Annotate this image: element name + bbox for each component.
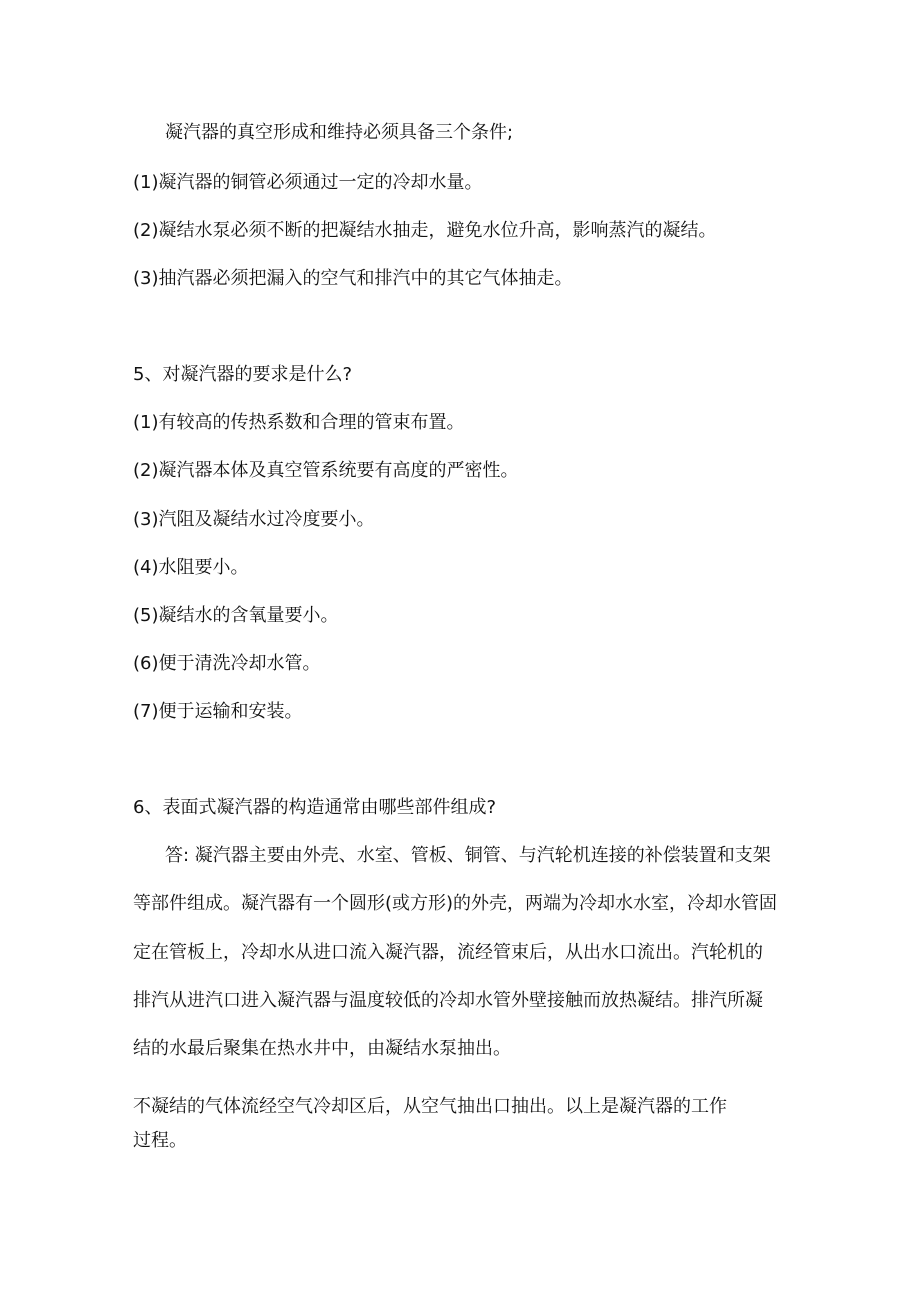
answer-line-4: 排汽从进汽口进入凝汽器与温度较低的冷却水管外壁接触而放热凝结。排汽所凝 (133, 990, 763, 1011)
question-5-item-6: (6)便于清洗冷却水管。 (133, 653, 321, 674)
question-5-item-5: (5)凝结水的含氧量要小。 (133, 605, 339, 626)
closing-line-1: 不凝结的气体流经空气冷却区后，从空气抽出口抽出。以上是凝汽器的工作 (133, 1096, 727, 1117)
question-5-item-2: (2)凝汽器本体及真空管系统要有高度的严密性。 (133, 460, 519, 481)
intro-item-3: (3)抽汽器必须把漏入的空气和排汽中的其它气体抽走。 (133, 268, 573, 289)
question-6-heading: 6、表面式凝汽器的构造通常由哪些部件组成? (133, 797, 497, 818)
question-5-item-3: (3)汽阻及凝结水过冷度要小。 (133, 509, 375, 530)
answer-line-3: 定在管板上，冷却水从进口流入凝汽器，流经管束后，从出水口流出。汽轮机的 (133, 942, 763, 963)
intro-item-1: (1)凝汽器的铜管必须通过一定的冷却水量。 (133, 172, 483, 193)
answer-line-1: 答: 凝汽器主要由外壳、水室、管板、铜管、与汽轮机连接的补偿装置和支架 (165, 845, 771, 866)
answer-line-5: 结的水最后聚集在热水井中，由凝结水泵抽出。 (133, 1038, 511, 1059)
question-5-item-4: (4)水阻要小。 (133, 557, 249, 578)
question-5-item-7: (7)便于运输和安装。 (133, 701, 303, 722)
question-5-heading: 5、对凝汽器的要求是什么? (133, 364, 353, 385)
intro-paragraph: 凝汽器的真空形成和维持必须具备三个条件; (165, 122, 514, 143)
closing-line-2: 过程。 (133, 1130, 187, 1151)
question-5-item-1: (1)有较高的传热系数和合理的管束布置。 (133, 412, 465, 433)
answer-line-2: 等部件组成。凝汽器有一个圆形(或方形)的外壳，两端为冷却水水室，冷却水管固 (133, 893, 778, 914)
intro-item-2: (2)凝结水泵必须不断的把凝结水抽走，避免水位升高，影响蒸汽的凝结。 (133, 220, 717, 241)
